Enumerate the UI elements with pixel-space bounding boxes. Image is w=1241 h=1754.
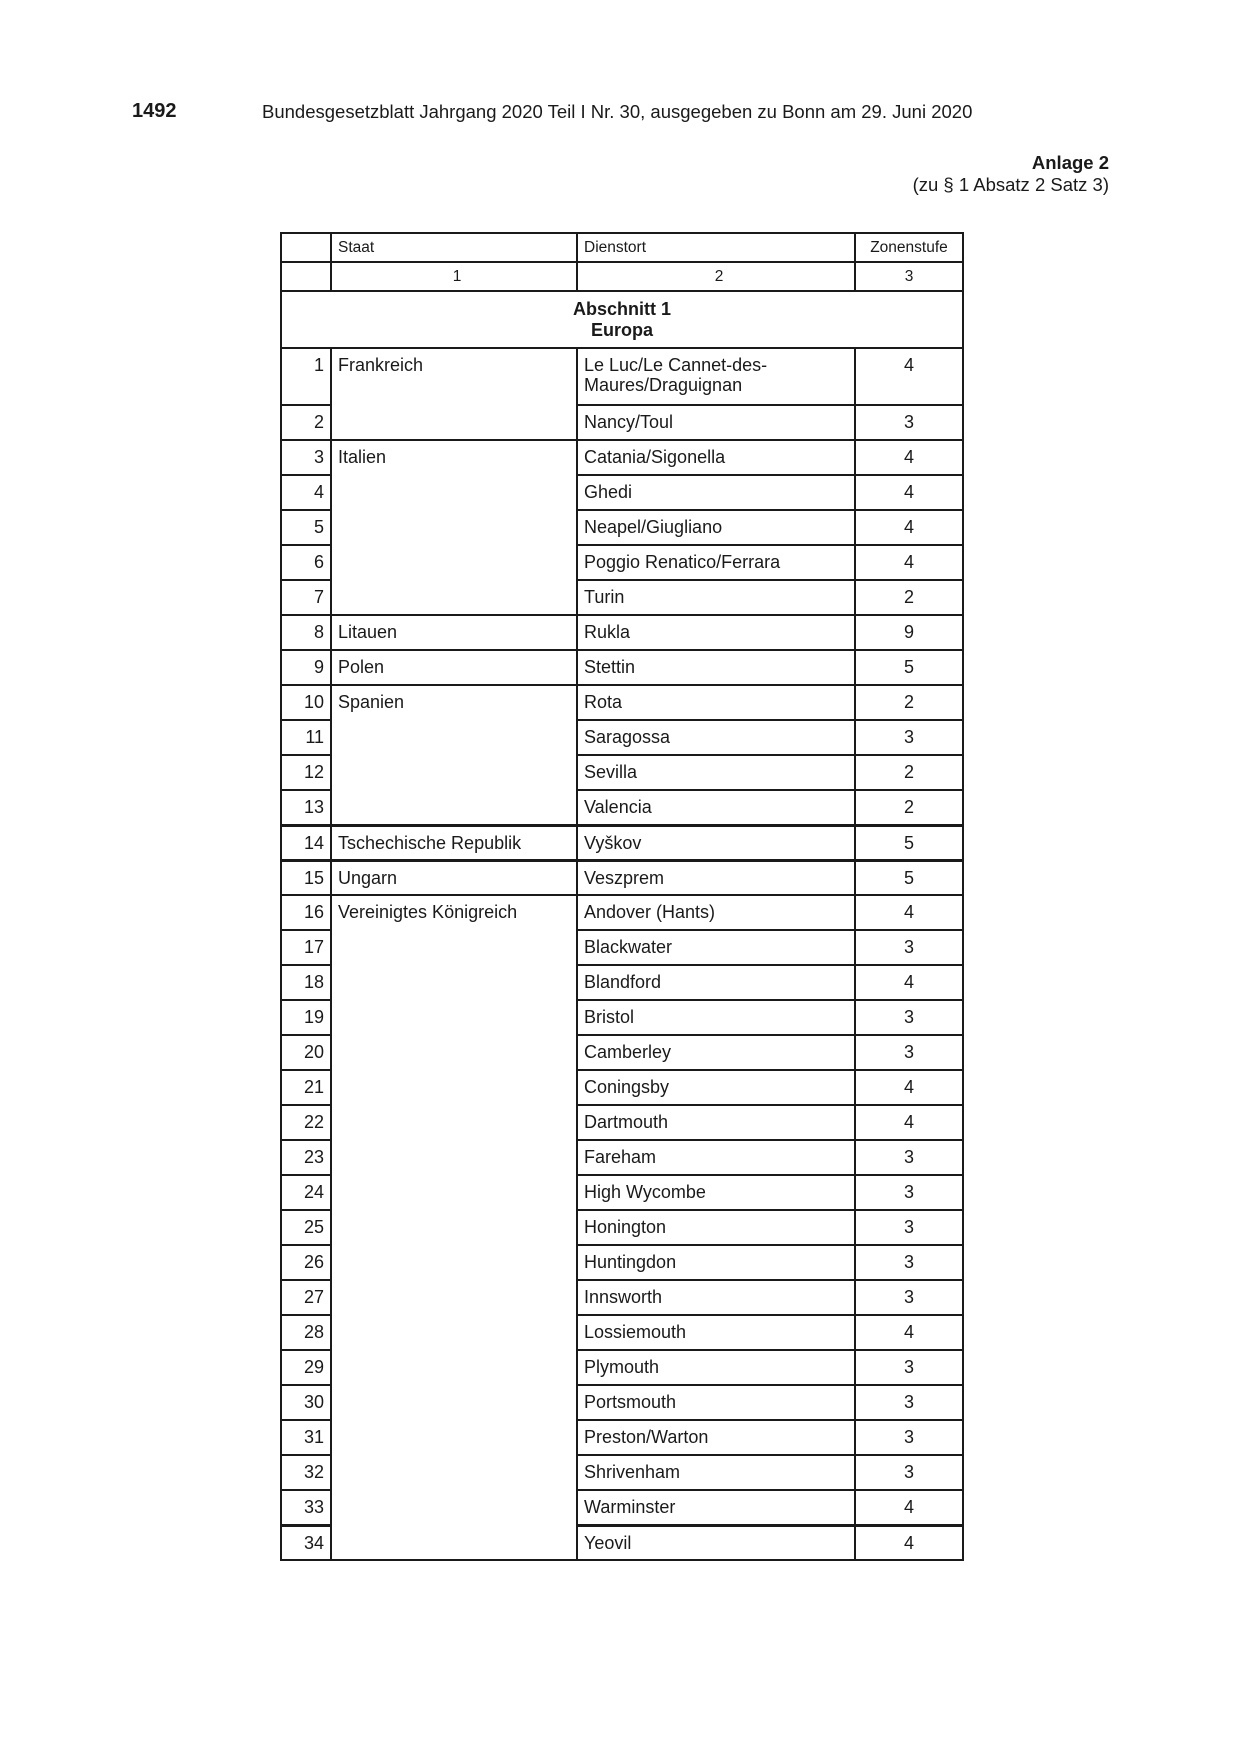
zone-level-cell: 3 bbox=[855, 1140, 963, 1175]
duty-station-cell: Vyškov bbox=[577, 825, 855, 860]
column-number-row bbox=[281, 262, 963, 291]
zone-level-cell: 2 bbox=[855, 755, 963, 790]
annex-heading bbox=[913, 152, 1109, 196]
duty-station-cell: Huntingdon bbox=[577, 1245, 855, 1280]
zone-level-cell: 5 bbox=[855, 825, 963, 860]
zone-level-cell: 3 bbox=[855, 1210, 963, 1245]
duty-station-cell: Andover (Hants) bbox=[577, 895, 855, 930]
zone-level-cell: 3 bbox=[855, 1175, 963, 1210]
row-number: 23 bbox=[281, 1140, 331, 1175]
row-number: 15 bbox=[281, 860, 331, 895]
duty-station-cell: Blackwater bbox=[577, 930, 855, 965]
zone-level-cell: 3 bbox=[855, 405, 963, 440]
zone-level-cell: 4 bbox=[855, 1105, 963, 1140]
duty-station-cell: Yeovil bbox=[577, 1525, 855, 1560]
duty-station-cell: Nancy/Toul bbox=[577, 405, 855, 440]
table-row bbox=[281, 650, 963, 685]
duty-station-cell: Portsmouth bbox=[577, 1385, 855, 1420]
row-number: 10 bbox=[281, 685, 331, 720]
row-number: 30 bbox=[281, 1385, 331, 1420]
row-number: 14 bbox=[281, 825, 331, 860]
duty-station-cell: Camberley bbox=[577, 1035, 855, 1070]
duty-station-cell: Catania/Sigonella bbox=[577, 440, 855, 475]
row-number: 20 bbox=[281, 1035, 331, 1070]
header-cell-zone: Zonenstufe bbox=[855, 233, 963, 262]
row-number: 18 bbox=[281, 965, 331, 1000]
duty-station-cell: Honington bbox=[577, 1210, 855, 1245]
duty-station-cell: Plymouth bbox=[577, 1350, 855, 1385]
row-number: 25 bbox=[281, 1210, 331, 1245]
duty-station-cell: Neapel/Giugliano bbox=[577, 510, 855, 545]
duty-station-cell: Blandford bbox=[577, 965, 855, 1000]
duty-station-cell: Poggio Renatico/Ferrara bbox=[577, 545, 855, 580]
duty-station-cell: Fareham bbox=[577, 1140, 855, 1175]
zone-level-cell: 4 bbox=[855, 475, 963, 510]
zone-level-cell: 4 bbox=[855, 1315, 963, 1350]
table-row bbox=[281, 348, 963, 405]
duty-station-cell: Lossiemouth bbox=[577, 1315, 855, 1350]
zone-level-cell: 4 bbox=[855, 895, 963, 930]
zone-level-cell: 2 bbox=[855, 580, 963, 615]
duty-station-cell: Ghedi bbox=[577, 475, 855, 510]
duty-station-cell: Valencia bbox=[577, 790, 855, 825]
zone-level-cell: 4 bbox=[855, 1070, 963, 1105]
row-number: 33 bbox=[281, 1490, 331, 1525]
duty-station-cell: Innsworth bbox=[577, 1280, 855, 1315]
row-number: 7 bbox=[281, 580, 331, 615]
state-cell: Litauen bbox=[331, 615, 577, 650]
zone-level-cell: 3 bbox=[855, 1385, 963, 1420]
duty-station-cell: Rukla bbox=[577, 615, 855, 650]
row-number: 12 bbox=[281, 755, 331, 790]
column-number-no bbox=[281, 262, 331, 291]
row-number: 32 bbox=[281, 1455, 331, 1490]
row-number: 31 bbox=[281, 1420, 331, 1455]
state-cell: Italien bbox=[331, 440, 577, 615]
zone-level-cell: 4 bbox=[855, 1525, 963, 1560]
zone-level-cell: 4 bbox=[855, 348, 963, 405]
table-row bbox=[281, 825, 963, 860]
row-number: 1 bbox=[281, 348, 331, 405]
row-number: 19 bbox=[281, 1000, 331, 1035]
duty-station-cell: Preston/Warton bbox=[577, 1420, 855, 1455]
state-cell: Spanien bbox=[331, 685, 577, 825]
zone-level-cell: 3 bbox=[855, 1035, 963, 1070]
state-cell: Vereinigtes Königreich bbox=[331, 895, 577, 1560]
duty-station-cell: Stettin bbox=[577, 650, 855, 685]
duty-station-cell: Turin bbox=[577, 580, 855, 615]
duty-station-cell: Saragossa bbox=[577, 720, 855, 755]
annex-reference: (zu § 1 Absatz 2 Satz 3) bbox=[912, 174, 1109, 195]
row-number: 5 bbox=[281, 510, 331, 545]
table-row bbox=[281, 860, 963, 895]
duty-station-cell: Sevilla bbox=[577, 755, 855, 790]
table-row bbox=[281, 685, 963, 720]
row-number: 16 bbox=[281, 895, 331, 930]
row-number: 3 bbox=[281, 440, 331, 475]
row-number: 29 bbox=[281, 1350, 331, 1385]
row-number: 22 bbox=[281, 1105, 331, 1140]
row-number: 8 bbox=[281, 615, 331, 650]
section-title: Abschnitt 1 bbox=[572, 298, 671, 319]
running-head: Bundesgesetzblatt Jahrgang 2020 Teil I Nr. 30, ausgegeben zu Bonn am 29. Juni 2020 bbox=[262, 101, 973, 122]
row-number: 11 bbox=[281, 720, 331, 755]
table-row bbox=[281, 440, 963, 475]
zone-level-cell: 4 bbox=[855, 1490, 963, 1525]
zone-level-cell: 3 bbox=[855, 1455, 963, 1490]
row-number: 26 bbox=[281, 1245, 331, 1280]
section-heading bbox=[281, 291, 963, 348]
header-cell-state: Staat bbox=[331, 233, 577, 262]
zone-level-cell: 2 bbox=[855, 790, 963, 825]
section-heading-row bbox=[281, 291, 963, 348]
table-header-row bbox=[281, 233, 963, 262]
row-number: 13 bbox=[281, 790, 331, 825]
section-region: Europa bbox=[590, 319, 653, 340]
zone-level-cell: 2 bbox=[855, 685, 963, 720]
row-number: 6 bbox=[281, 545, 331, 580]
state-cell: Ungarn bbox=[331, 860, 577, 895]
duty-station-cell: Coningsby bbox=[577, 1070, 855, 1105]
row-number: 24 bbox=[281, 1175, 331, 1210]
row-number: 9 bbox=[281, 650, 331, 685]
zone-level-cell: 5 bbox=[855, 650, 963, 685]
duty-station-cell: Bristol bbox=[577, 1000, 855, 1035]
header-cell-place: Dienstort bbox=[577, 233, 855, 262]
zone-level-cell: 3 bbox=[855, 1000, 963, 1035]
zone-level-cell: 4 bbox=[855, 545, 963, 580]
row-number: 27 bbox=[281, 1280, 331, 1315]
duty-station-cell: High Wycombe bbox=[577, 1175, 855, 1210]
zone-level-cell: 3 bbox=[855, 1350, 963, 1385]
column-number-state: 1 bbox=[331, 262, 577, 291]
zone-level-cell: 3 bbox=[855, 930, 963, 965]
zone-level-cell: 3 bbox=[855, 1280, 963, 1315]
duty-station-cell: Dartmouth bbox=[577, 1105, 855, 1140]
zone-level-cell: 5 bbox=[855, 860, 963, 895]
zone-level-cell: 4 bbox=[855, 965, 963, 1000]
duty-station-cell: Shrivenham bbox=[577, 1455, 855, 1490]
zone-level-cell: 9 bbox=[855, 615, 963, 650]
row-number: 21 bbox=[281, 1070, 331, 1105]
state-cell: Polen bbox=[331, 650, 577, 685]
zone-table bbox=[280, 232, 964, 1561]
duty-station-cell: Le Luc/Le Cannet-des-Maures/Draguignan bbox=[577, 348, 855, 405]
column-number-zone: 3 bbox=[855, 262, 963, 291]
table-row bbox=[281, 615, 963, 650]
zone-level-cell: 4 bbox=[855, 510, 963, 545]
column-number-place: 2 bbox=[577, 262, 855, 291]
page-number: 1492 bbox=[132, 100, 177, 122]
row-number: 2 bbox=[281, 405, 331, 440]
duty-station-cell: Warminster bbox=[577, 1490, 855, 1525]
duty-station-cell: Veszprem bbox=[577, 860, 855, 895]
annex-title: Anlage 2 bbox=[1031, 152, 1109, 173]
state-cell: Frankreich bbox=[331, 348, 577, 440]
table-row bbox=[281, 895, 963, 930]
zone-level-cell: 4 bbox=[855, 440, 963, 475]
row-number: 28 bbox=[281, 1315, 331, 1350]
zone-level-cell: 3 bbox=[855, 720, 963, 755]
row-number: 4 bbox=[281, 475, 331, 510]
header-cell-no bbox=[281, 233, 331, 262]
row-number: 17 bbox=[281, 930, 331, 965]
zone-level-cell: 3 bbox=[855, 1245, 963, 1280]
zone-level-cell: 3 bbox=[855, 1420, 963, 1455]
state-cell: Tschechische Republik bbox=[331, 825, 577, 860]
row-number: 34 bbox=[281, 1525, 331, 1560]
duty-station-cell: Rota bbox=[577, 685, 855, 720]
